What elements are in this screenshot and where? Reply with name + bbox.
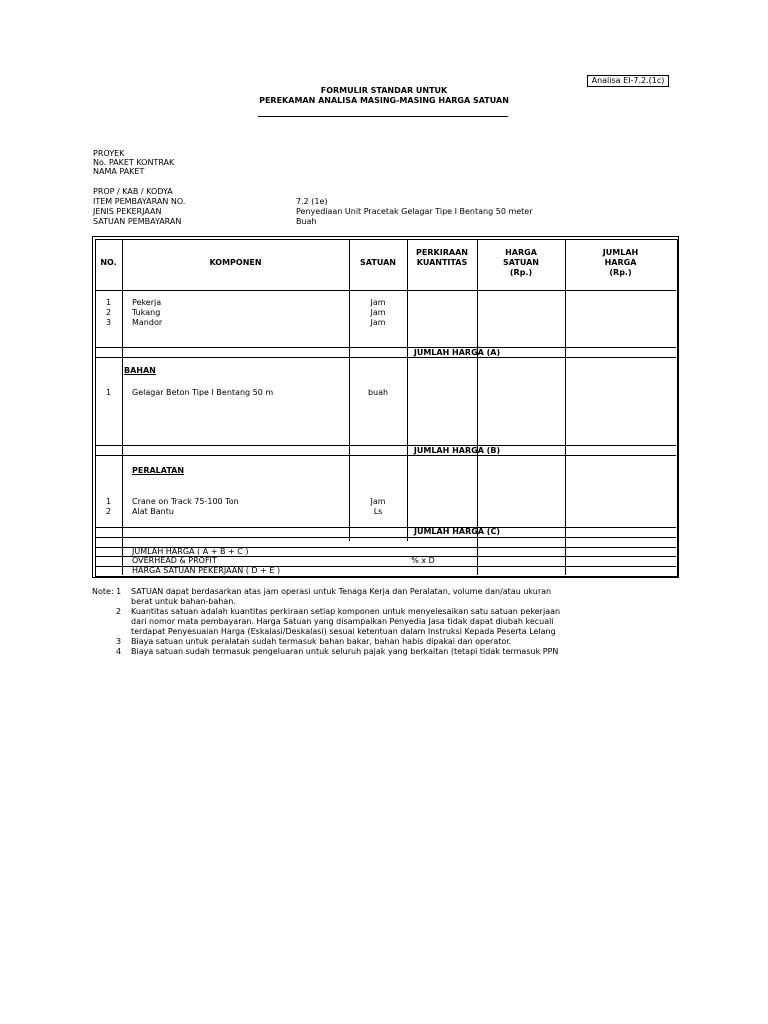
jumlah-c-bottom xyxy=(95,537,676,538)
header-jumlah-rp: (Rp.) xyxy=(609,268,632,277)
header-bottom-line xyxy=(95,290,676,291)
peralatan-title: PERALATAN xyxy=(132,466,185,475)
form-title-line2: PEREKAMAN ANALISA MASING-MASING HARGA SATUAN xyxy=(259,96,509,105)
bahan-no-1: 1 xyxy=(105,388,112,397)
tenaga-komponen-3: Mandor xyxy=(132,318,163,327)
note-2c: terdapat Penyesuaian Harga (Eskalasi/Deskalasi) sesuai ketentuan dalam Instruksi Kepada Peserta Lelang xyxy=(131,627,556,636)
tenaga-no-2: 2 xyxy=(105,308,112,317)
bahan-satuan-1: buah xyxy=(367,388,389,397)
jenis-pekerjaan-label: JENIS PEKERJAAN xyxy=(93,207,162,216)
summary-jumlah-harga-d: JUMLAH HARGA ( A + B + C ) xyxy=(132,547,249,556)
tenaga-satuan-2: Jam xyxy=(370,308,386,317)
peralatan-no-2: 2 xyxy=(105,507,112,516)
tenaga-komponen-1: Pekerja xyxy=(132,298,162,307)
jumlah-harga-b: JUMLAH HARGA (B) xyxy=(413,446,501,455)
paket-kontrak-label: No. PAKET KONTRAK xyxy=(93,158,175,167)
note-4: Biaya satuan sudah termasuk pengeluaran untuk seluruh pajak yang berkaitan (tetapi tidak termasuk PPN xyxy=(131,647,559,656)
prop-kab-label: PROP / KAB / KODYA xyxy=(93,187,173,196)
peralatan-no-1: 1 xyxy=(105,497,112,506)
note-2b: dari nomor mata pembayaran. Harga Satuan yang disampaikan Penyedia Jasa tidak dapat diubah kecuali xyxy=(131,617,554,626)
header-kuantitas: KUANTITAS xyxy=(416,258,468,267)
title-underline xyxy=(258,116,508,117)
peralatan-satuan-2: Ls xyxy=(373,507,383,516)
header-satuan: SATUAN xyxy=(360,258,396,267)
note-2a: Kuantitas satuan adalah kuantitas perkiraan setiap komponen untuk menyelesaikan satu satuan pekerjaan xyxy=(131,607,561,616)
note-3-number: 3 xyxy=(116,637,122,646)
tenaga-satuan-1: Jam xyxy=(370,298,386,307)
jumlah-harga-c: JUMLAH HARGA (C) xyxy=(414,527,500,536)
jenis-pekerjaan-value: Penyediaan Unit Pracetak Gelagar Tipe I Bentang 50 meter xyxy=(296,207,533,216)
header-perkiraan: PERKIRAAN xyxy=(416,248,468,257)
note-label: Note: 1 xyxy=(92,587,122,596)
col-line-3 xyxy=(407,239,408,541)
tenaga-no-1: 1 xyxy=(105,298,112,307)
analysis-table xyxy=(92,236,679,578)
satuan-pembayaran-label: SATUAN PEMBAYARAN xyxy=(93,217,182,226)
proyek-label: PROYEK xyxy=(93,149,125,158)
tenaga-satuan-3: Jam xyxy=(370,318,386,327)
item-pembayaran-value: 7.2 (1e) xyxy=(296,197,328,206)
bahan-komponen-1: Gelagar Beton Tipe I Bentang 50 m xyxy=(132,388,274,397)
header-jumlah-harga: HARGA xyxy=(604,258,637,267)
header-harga-satuan: SATUAN xyxy=(503,258,539,267)
summary-overhead-profit: OVERHEAD & PROFIT xyxy=(132,556,217,565)
peralatan-komponen-2: Alat Bantu xyxy=(132,507,174,516)
header-komponen: KOMPONEN xyxy=(209,258,262,267)
header-no: NO. xyxy=(100,258,117,267)
note-4-number: 4 xyxy=(116,647,122,656)
header-harga: HARGA xyxy=(505,248,537,257)
analysis-code: Analisa EI-7.2.(1c) xyxy=(587,75,669,87)
summary-harga-satuan-pekerjaan: HARGA SATUAN PEKERJAAN ( D + E ) xyxy=(132,566,281,575)
note-1b: berat untuk bahan-bahan. xyxy=(131,597,236,606)
item-pembayaran-label: ITEM PEMBAYARAN NO. xyxy=(93,197,186,206)
tenaga-no-3: 3 xyxy=(105,318,112,327)
satuan-pembayaran-value: Buah xyxy=(296,217,317,226)
peralatan-satuan-1: Jam xyxy=(370,497,386,506)
summary-overhead-value: % x D xyxy=(411,556,435,565)
jumlah-harga-a: JUMLAH HARGA (A) xyxy=(413,348,501,357)
header-harga-rp: (Rp.) xyxy=(509,268,533,277)
peralatan-komponen-1: Crane on Track 75-100 Ton xyxy=(132,497,239,506)
note-3: Biaya satuan untuk peralatan sudah termasuk bahan bakar, bahan habis dipakai dan operator. xyxy=(131,637,512,646)
form-title-line1: FORMULIR STANDAR UNTUK xyxy=(320,86,448,95)
bahan-title: BAHAN xyxy=(124,366,156,375)
tenaga-komponen-2: Tukang xyxy=(132,308,161,317)
note-2-number: 2 xyxy=(116,607,122,616)
nama-paket-label: NAMA PAKET xyxy=(93,167,145,176)
note-1a: SATUAN dapat berdasarkan atas jam operasi untuk Tenaga Kerja dan Peralatan, volume dan/atau ukuran xyxy=(131,587,552,596)
header-jumlah: JUMLAH xyxy=(602,248,639,257)
